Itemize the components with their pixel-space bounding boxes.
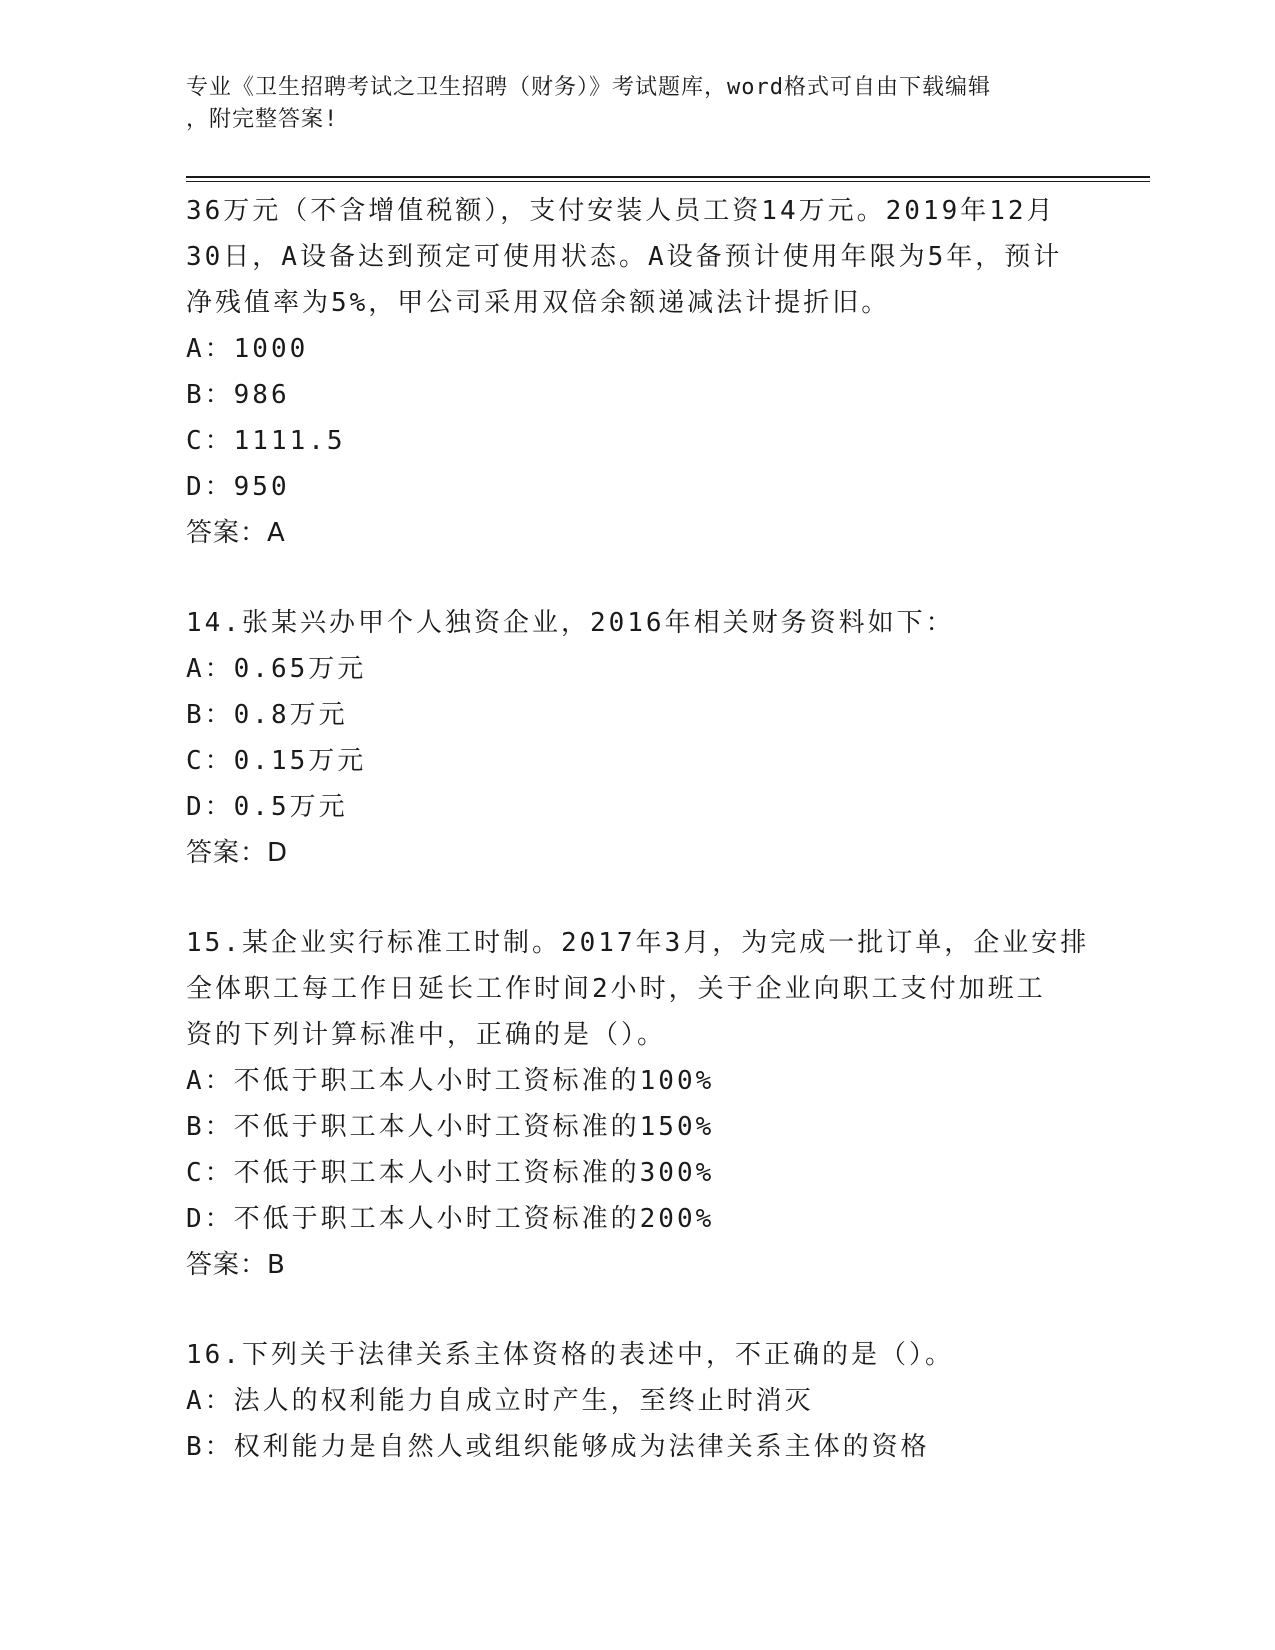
header-line-2: ，附完整答案!: [186, 107, 339, 132]
option-b: B：0.8万元: [186, 700, 348, 730]
option-d: D：不低于职工本人小时工资标准的200%: [186, 1204, 715, 1234]
document-body: [186, 188, 1090, 1470]
header-divider-thick: [186, 176, 1150, 178]
option-a: A：0.65万元: [186, 654, 367, 684]
option-c: C：1111.5: [186, 426, 346, 456]
answer-label: 答案：D: [186, 838, 289, 868]
option-b: B：不低于职工本人小时工资标准的150%: [186, 1112, 715, 1142]
header-divider-thin: [186, 181, 1150, 182]
header-line-1: 专业《卫生招聘考试之卫生招聘（财务）》考试题库，word格式可自由下载编辑: [186, 75, 991, 100]
answer-label: 答案：A: [186, 518, 286, 548]
question-14: [186, 600, 1086, 876]
option-d: D：0.5万元: [186, 792, 348, 822]
answer-label: 答案：B: [186, 1250, 286, 1280]
option-d: D：950: [186, 472, 290, 502]
question-13: [186, 188, 1086, 556]
question-spacer: [186, 876, 1086, 920]
question-16: [186, 1332, 1086, 1470]
option-a: A：法人的权利能力自成立时产生，至终止时消灭: [186, 1386, 814, 1416]
document-header: [186, 72, 1066, 136]
question-text-line: 36万元（不含增值税额），支付安装人员工资14万元。2019年12月: [186, 196, 1056, 226]
question-text-line: 全体职工每工作日延长工作时间2小时，关于企业向职工支付加班工: [186, 974, 1046, 1004]
question-text-line: 净残值率为5%，甲公司采用双倍余额递减法计提折旧。: [186, 288, 891, 318]
question-text-line: 资的下列计算标准中，正确的是（）。: [186, 1020, 667, 1050]
question-text-line: 14.张某兴办甲个人独资企业，2016年相关财务资料如下：: [186, 608, 955, 638]
option-b: B：986: [186, 380, 290, 410]
option-a: A：不低于职工本人小时工资标准的100%: [186, 1066, 715, 1096]
question-text-line: 16.下列关于法律关系主体资格的表述中，不正确的是（）。: [186, 1340, 954, 1370]
question-15: [186, 920, 1090, 1288]
option-a: A：1000: [186, 334, 309, 364]
option-c: C：不低于职工本人小时工资标准的300%: [186, 1158, 715, 1188]
question-spacer: [186, 1288, 1086, 1332]
question-text-line: 15.某企业实行标准工时制。2017年3月，为完成一批订单，企业安排: [186, 928, 1090, 958]
option-c: C：0.15万元: [186, 746, 367, 776]
option-b: B：权利能力是自然人或组织能够成为法律关系主体的资格: [186, 1432, 930, 1462]
question-text-line: 30日，A设备达到预定可使用状态。A设备预计使用年限为5年，预计: [186, 242, 1063, 272]
question-spacer: [186, 556, 1086, 600]
